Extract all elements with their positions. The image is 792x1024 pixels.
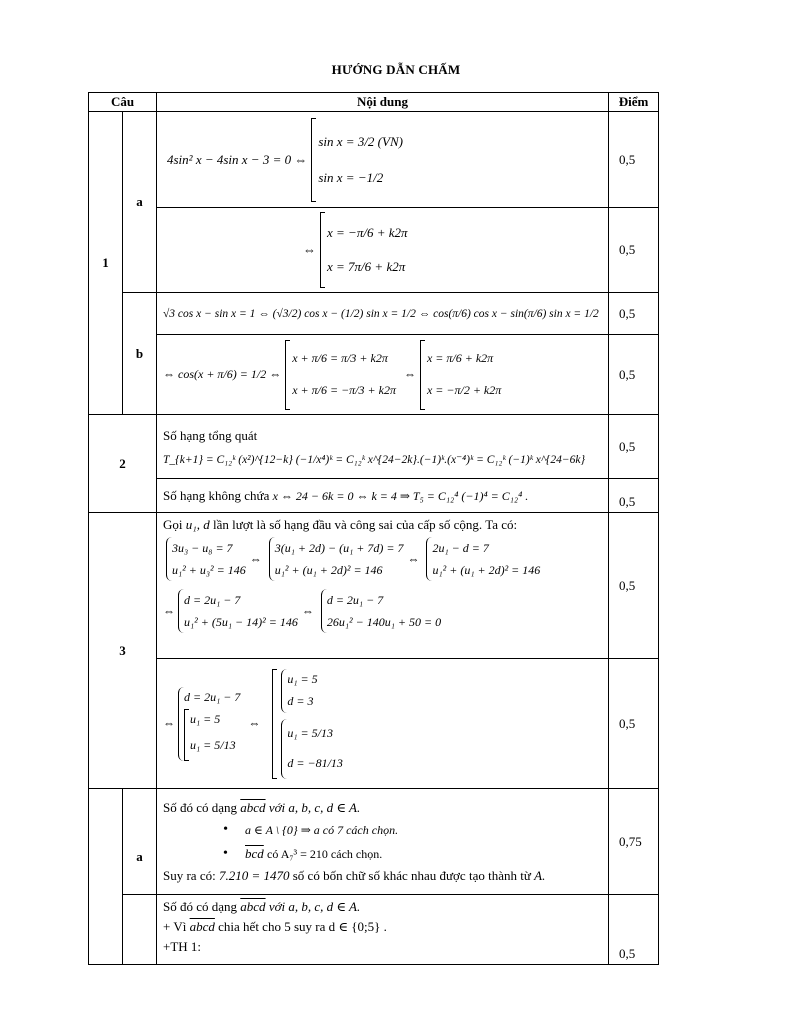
q3-row2-content: ⇔ d = 2u₁ − 7 u₁ = 5 u₁ = 5/13 ⇔ u₁ = 5 d = 3 u₁ = 5/13 d = −81/13 [157, 659, 609, 789]
q4a-line4-pre: Suy ra có: [163, 867, 216, 883]
q4b-score: 0,5 [609, 895, 659, 965]
q1b-c2: x + π/6 = −π/3 + k2π [292, 383, 396, 397]
table-header-row [89, 93, 659, 112]
q1a-row1 [89, 112, 659, 208]
q1b-row1-score: 0,5 [609, 293, 659, 335]
q4a-line4-A: A. [534, 867, 546, 883]
q4a-label: a [123, 789, 157, 895]
q4a-bullet2 [223, 842, 602, 866]
q3-sys7a2: d = 3 [287, 694, 314, 708]
q3-sys4a: d = 2u₁ − 7 [184, 592, 241, 607]
q3-sys4b: u₁² + (5u₁ − 14)² = 146 [184, 614, 298, 629]
q1a-label: a [123, 112, 157, 293]
q3-sys2b: u₁² + (u₁ + 2d)² = 146 [274, 562, 383, 577]
q1a-sol1: x = −π/6 + k2π [327, 225, 408, 240]
q4b-row [89, 895, 659, 965]
q1b-r2: x = −π/2 + k2π [426, 383, 502, 397]
q4b-line2-abcd: abcd [189, 919, 215, 934]
q3-sys6a: d = 2u₁ − 7 [184, 690, 241, 704]
q1b-label: b [123, 293, 157, 415]
q1b-r1: x = π/6 + k2π [426, 351, 494, 365]
q3-sys5b: 26u₁² − 140u₁ + 50 = 0 [326, 614, 442, 629]
q3-row1-content: Gọi u₁, d lần lượt là số hạng đầu và công sai của cấp số cộng. Ta có: 3u₃ − u₈ = 7 u₁² + u₃² = 146 ⇔ 3(u₁ + 2d) − (u₁ + 7d) = 7 u₁² + (u₁ + 2d)² = 146 ⇔ 2u₁ − d = 7 u₁² + (u₁ + 2d)² = 146 ⇔ d = 2u₁ − 7 u₁² + (5u₁ − 14)² = 146 ⇔ d = 2u₁ − 7 26u₁² − 140u₁ + 50 = 0 [157, 513, 609, 659]
grading-table [88, 92, 659, 965]
q1b-row2-lhs: ⇔ cos(x + π/6) = 1/2 ⇔ [163, 367, 282, 381]
q1-label: 1 [89, 112, 123, 415]
q3-score2: 0,5 [609, 659, 659, 789]
q2-row1 [89, 415, 659, 479]
q4a-bullet1: • a ∈ A \ {0} ⇒ a có 7 cách chọn. [223, 818, 602, 842]
q2-score2: 0,5 [609, 479, 659, 513]
q3-sys3a: 2u₁ − d = 7 [432, 540, 489, 555]
q2-formula: T_{k+1} = C₁₂ᵏ (x²)^{12−k} (−1/x⁴)ᵏ = C₁₂ᵏ x^{24−2k}.(−1)ᵏ.(x⁻⁴)ᵏ = C₁₂ᵏ (−1)ᵏ x^{24−6k} [163, 453, 586, 466]
q2-row2-content [157, 479, 609, 513]
q1a-row1-content [157, 112, 609, 208]
q1a-lhs: 4sin² x − 4sin x − 3 = 0 ⇔ [167, 151, 308, 167]
page-title: HƯỚNG DẪN CHẤM [331, 62, 461, 77]
q4a-row [89, 789, 659, 895]
q1b-c1: x + π/6 = π/3 + k2π [292, 351, 388, 365]
q1b-row2-content: ⇔ cos(x + π/6) = 1/2 ⇔ x + π/6 = π/3 + k2π x + π/6 = −π/3 + k2π ⇔ x = π/6 + k2π x = −π/2 + k2π [157, 335, 609, 415]
q1b-row2-score: 0,5 [609, 335, 659, 415]
q3-row1 [89, 513, 659, 659]
q3-sys1a: 3u₃ − u₈ = 7 [172, 540, 233, 555]
q4a-line1-pre: Số đó có dạng [163, 799, 238, 815]
q1a-row2 [89, 208, 659, 293]
q2-row1-content [157, 415, 609, 479]
q4b-line1-pre: Số đó có dạng [163, 899, 238, 914]
q4a-line4-post: số có bốn chữ số khác nhau được tạo thành từ [292, 867, 531, 883]
q4a-bullet2-text: có A₇³ = 210 cách chọn. [267, 846, 383, 861]
q4b-line2-pre: + Vì [163, 919, 187, 934]
q3-intro-pre: Gọi [163, 517, 183, 532]
q1a-sol2: x = 7π/6 + k2π [327, 259, 406, 274]
q3-sys7a1: u₁ = 5 [287, 672, 318, 686]
q1a-case1: sin x = 3/2 (VN) [318, 133, 403, 149]
q3-sys5a: d = 2u₁ − 7 [326, 592, 384, 607]
q3-score1: 0,5 [609, 513, 659, 659]
q4a-line1-abcd: abcd [240, 799, 266, 815]
q1b-row1 [89, 293, 659, 335]
q4b-line1-abcd: abcd [240, 899, 266, 914]
header-cau: Câu [89, 93, 157, 112]
q4b-label-cell [123, 895, 157, 965]
q3-sys6b1: u₁ = 5 [190, 712, 221, 726]
q4a-score: 0,75 [609, 789, 659, 895]
q2-intro: Số hạng tổng quát [163, 427, 258, 443]
q1b-row1-content: √3 cos x − sin x = 1 ⇔ (√3/2) cos x − (1/2) sin x = 1/2 ⇔ cos(π/6) cos x − sin(π/6) sin x = 1/2 [157, 293, 609, 335]
q4b-content [157, 895, 609, 965]
q2-row2 [89, 479, 659, 513]
q3-sys2a: 3(u₁ + 2d) − (u₁ + 7d) = 7 [274, 540, 404, 555]
q1a-case2: sin x = −1/2 [318, 169, 384, 185]
q1a-row2-score: 0,5 [609, 208, 659, 293]
q4a-bullets [223, 818, 602, 866]
q3-sys7b2: d = −81/13 [287, 756, 343, 770]
q2-score1: 0,5 [609, 415, 659, 479]
q1a-row2-content: ⇔ x = −π/6 + k2π x = 7π/6 + k2π [157, 208, 609, 293]
q3-sys1b: u₁² + u₃² = 146 [172, 562, 246, 577]
q4-label [89, 789, 123, 965]
q3-sys3b: u₁² + (u₁ + 2d)² = 146 [432, 562, 541, 577]
q4a-line1-post: với a, b, c, d ∈ A. [268, 799, 361, 815]
q2-text2-math: x ⇔ 24 − 6k = 0 ⇔ k = 4 ⇒ T₅ = C₁₂⁴ (−1)⁴ = C₁₂⁴ . [272, 488, 529, 503]
q1b-row2 [89, 335, 659, 415]
q3-intro-math: u₁, d [185, 517, 210, 532]
q4b-line3: +TH 1: [163, 939, 202, 954]
q3-intro-post: lần lượt là số hạng đầu và công sai của cấp số cộng. Ta có: [213, 517, 518, 532]
q4b-line1-post: với a, b, c, d ∈ A. [268, 899, 361, 914]
q3-sys7b1: u₁ = 5/13 [287, 726, 333, 740]
header-noi-dung: Nội dung [157, 93, 609, 112]
header-diem: Điểm [609, 93, 659, 112]
q3-sys6b2: u₁ = 5/13 [190, 738, 236, 752]
q3-label: 3 [89, 513, 157, 789]
q1a-row1-score: 0,5 [609, 112, 659, 208]
q2-text2-prefix: Số hạng không chứa [163, 487, 270, 503]
q4a-content [157, 789, 609, 895]
q4b-line2-post: chia hết cho 5 suy ra d ∈ {0;5} . [218, 919, 387, 934]
q2-label: 2 [89, 415, 157, 513]
q4a-bullet2-bcd: $\overline{bcd}$ [245, 845, 264, 861]
q3-row2 [89, 659, 659, 789]
q4a-line4-math: 7.210 = 1470 [218, 867, 290, 883]
